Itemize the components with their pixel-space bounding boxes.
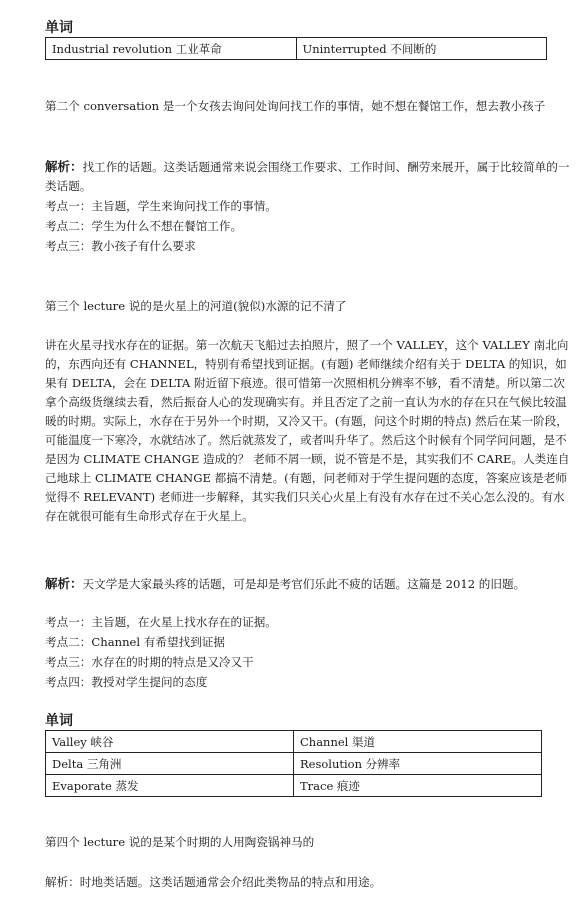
lecture-3-body: 讲在火星寻找水存在的证据。第一次航天飞船过去拍照片，照了一个 VALLEY，这个 VALLEY 南北向的，东西向还有 CHANNEL，特别有希望找到证据。(有题) 老师继续介绍有关于 DELTA 的知识，如果有 DELTA，会在 DELTA 附近留下痕迹。很可惜第一次照相机分辨率不够，看不清楚。所以第二次拿个高级货继续去看，然后振奋人心的发现确实有。并且否定了之前一直认为水的存在只在气候比较温暖的时期。实际上，水存在于另外一个时期，又冷又干。(有题，问这个时期的特点) 然后在某一阶段，可能温度一下寒冷，水就结冰了。然后就蒸发了，或者叫升华了。然后这个时候有个同学问问题，是不是因为 CLIMATE CHANGE 造成的？ 老师不屑一顾，说不管是不是，其实我们不 CARE。人类连自己地球上 CLIMATE CHANGE 都搞不清楚。(有题，问老师对于学生提问题的态度，答案应该是老师觉得不 RELEVANT) 老师进一步解释，其实我们只关心火星上有没有水存在过不关心怎么没的。有水存在就很可能有生命形式存在于火星上。 [45,338,570,523]
vocab-cell: Industrial revolution 工业革命 [46,38,297,60]
vocab-table-2 [45,730,542,797]
test-point: 考点三：水存在的时期的特点是又冷又干 [45,655,254,669]
vocab-cell: Trace 痕迹 [294,775,542,797]
conversation-2-intro: 第二个 conversation 是一个女孩去询问处询问找工作的事情，她不想在餐馆工作，想去教小孩子 [45,99,546,113]
test-point: 考点二：Channel 有希望找到证据 [45,635,225,649]
lecture-3-intro: 第三个 lecture 说的是火星上的河道(貌似)水源的记不清了 [45,299,347,313]
vocab-cell: Resolution 分辨率 [294,753,542,775]
table-row [46,753,542,775]
test-point: 考点一：主旨题，学生来询问找工作的事情。 [45,199,277,213]
vocab-cell: Delta 三角洲 [46,753,294,775]
analysis-label: 解析： [45,159,83,174]
lecture-4-analysis: 解析：时地类话题。这类话题通常会介绍此类物品的特点和用途。 [45,875,382,889]
vocab-heading-2: 单词 [45,713,73,729]
test-point: 考点三：教小孩子有什么要求 [45,239,196,253]
test-point: 考点四：教授对学生提问的态度 [45,675,208,689]
table-row [46,775,542,797]
test-point: 考点二：学生为什么不想在餐馆工作。 [45,219,243,233]
vocab-cell: Channel 渠道 [294,731,542,753]
conversation-2-analysis [45,157,573,196]
vocab-heading-1: 单词 [45,20,73,36]
table-row [46,731,542,753]
lecture-4-intro: 第四个 lecture 说的是某个时期的人用陶瓷锅神马的 [45,835,315,849]
vocab-table-1 [45,37,547,60]
vocab-cell: Uninterrupted 不间断的 [296,38,547,60]
analysis-label: 解析： [45,576,83,591]
vocab-cell: Valley 峡谷 [46,731,294,753]
table-row [46,38,547,60]
lecture-3-analysis [45,574,573,594]
analysis-text: 找工作的话题。这类话题通常来说会围绕工作要求、工作时间、酬劳来展开，属于比较简单的一类话题。 [45,160,570,193]
analysis-text: 天文学是大家最头疼的话题，可是却是考官们乐此不疲的话题。这篇是 2012 的旧题。 [82,577,526,591]
vocab-cell: Evaporate 蒸发 [46,775,294,797]
test-point: 考点一：主旨题，在火星上找水存在的证据。 [45,615,277,629]
